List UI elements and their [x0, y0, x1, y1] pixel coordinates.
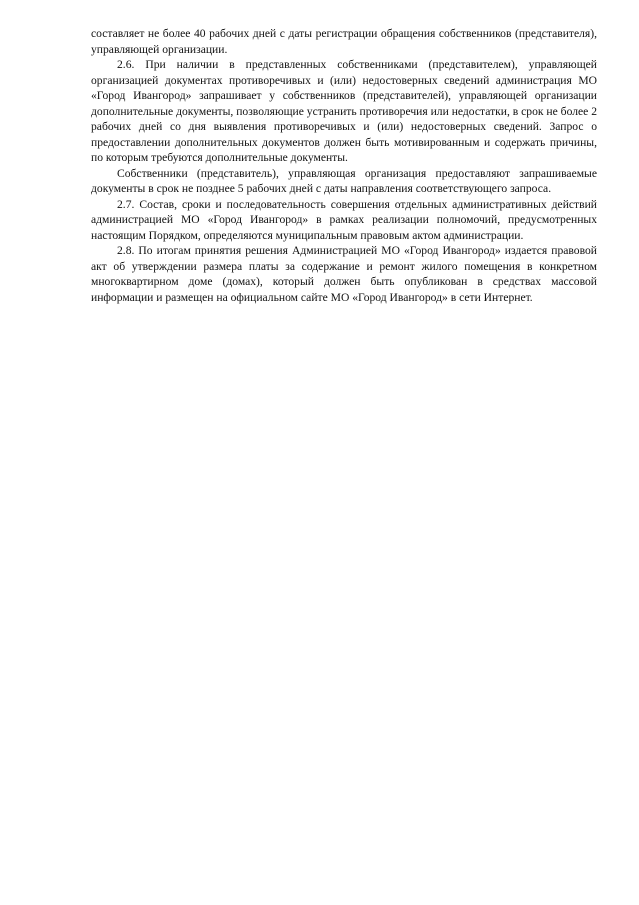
paragraph-2-6: 2.6. При наличии в представленных собственниками (представителем), управляющей организацией документах противоречивых и (или) недостоверных сведений администрация МО «Город Ивангород» запрашивает у собственников (представителей), управляющей организации дополнительные документы, позволяющие устранить противоречия или недостатки, в срок не более 2 рабочих дней со дня выявления противоречивых и (или) недостоверных сведений. Запрос о предоставлении дополнительных документов должен быть мотивированным и содержать причины, по которым требуются дополнительные документы.	[91, 58, 597, 164]
paragraph-continuation: составляет не более 40 рабочих дней с даты регистрации обращения собственников (представителя), управляющей организации.	[91, 27, 597, 56]
paragraph-2-7: 2.7. Состав, сроки и последовательность совершения отдельных административных действий администрацией МО «Город Ивангород» в рамках реализации полномочий, предусмотренных настоящим Порядком, определяются муниципальным правовым актом администрации.	[91, 197, 597, 242]
paragraph-2-6-response: Собственники (представитель), управляющая организация предоставляют запрашиваемые документы в срок не позднее 5 рабочих дней с даты направления соответствующего запроса.	[91, 166, 597, 195]
document-page	[91, 26, 597, 305]
paragraph-2-8: 2.8. По итогам принятия решения Администрацией МО «Город Ивангород» издается правовой акт об утверждении размера платы за содержание и ремонт жилого помещения в конкретном многоквартирном доме (домах), который должен быть опубликован в средствах массовой информации и размещен на официальном сайте МО «Город Ивангород» в сети Интернет.	[91, 244, 597, 304]
